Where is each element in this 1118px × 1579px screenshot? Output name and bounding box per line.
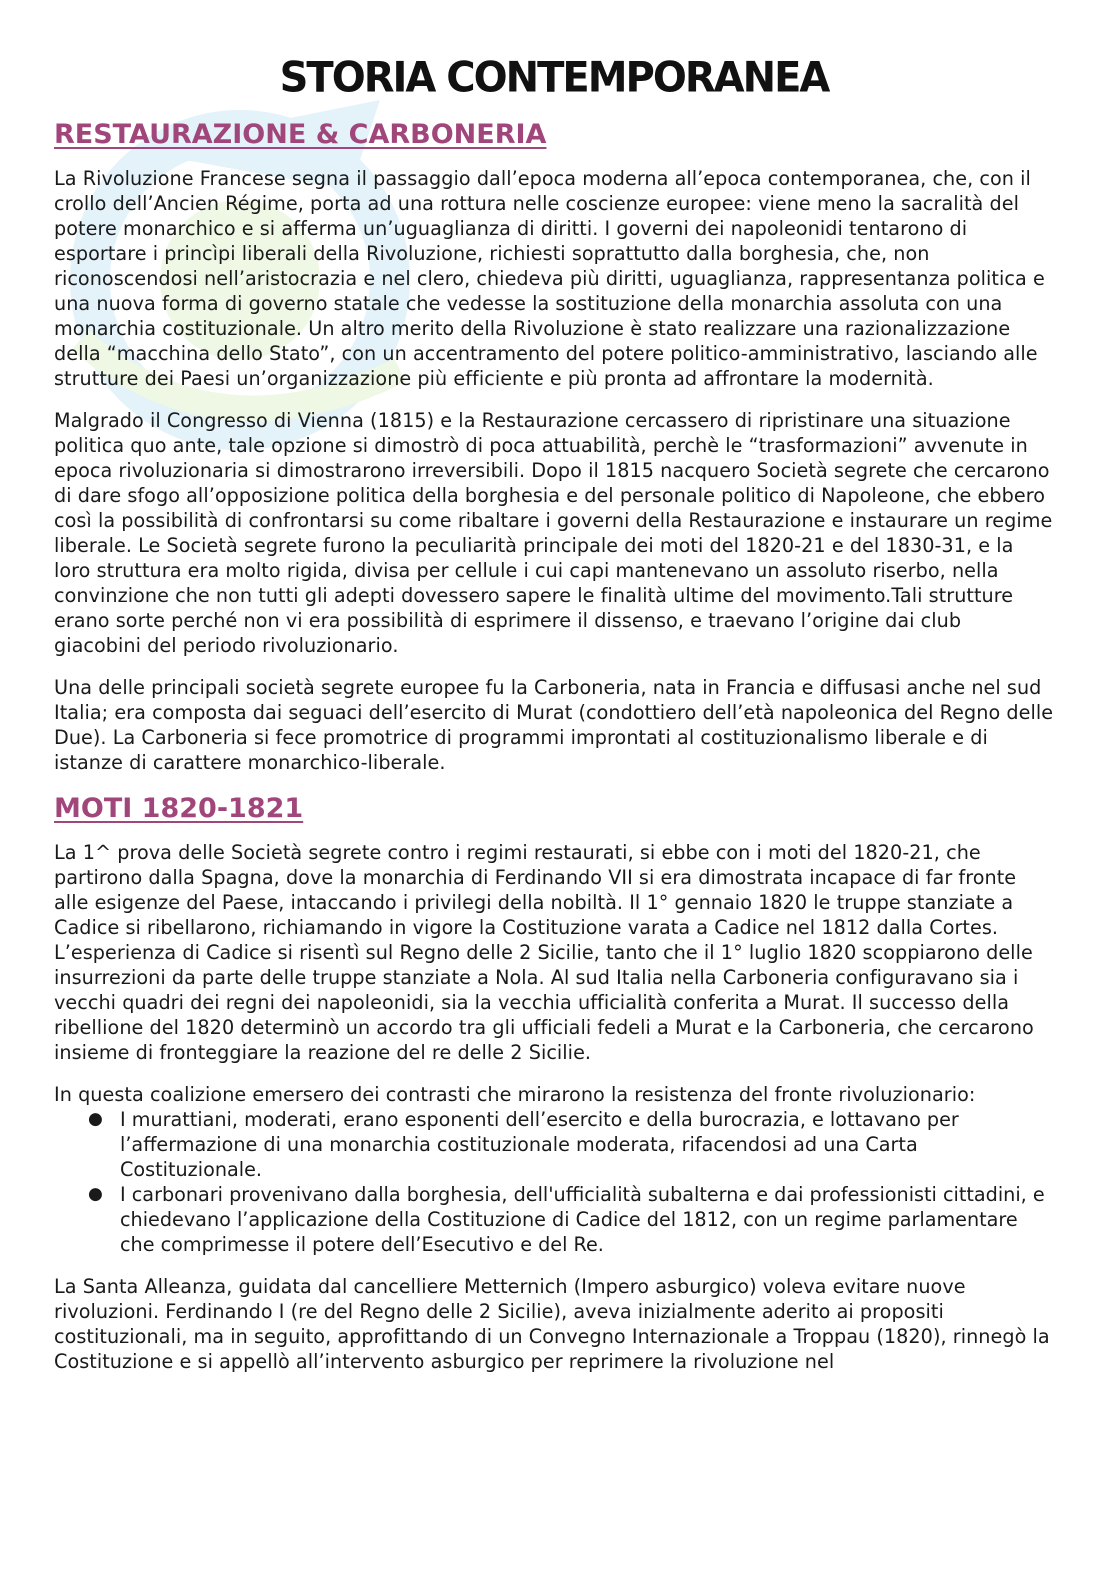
- list-item: [88, 1182, 1054, 1257]
- section-moti: [54, 792, 1054, 1374]
- paragraph: In questa coalizione emersero dei contrasti che mirarono la resistenza del fronte rivoluzionario:: [54, 1083, 976, 1106]
- list-item-text: I carbonari provenivano dalla borghesia, dell'ufficialità subalterna e dai professionisti cittadini, e chiedevano l’applicazione della Costituzione di Cadice del 1812, con un regime parlamentare che comprimesse il potere dell’Esecutivo e del Re.: [120, 1183, 1045, 1256]
- bullet-icon: ●: [88, 1184, 103, 1204]
- paragraph: La Rivoluzione Francese segna il passaggio dall’epoca moderna all’epoca contemporanea, che, con il crollo dell’Ancien Régime, porta ad una rottura nelle coscienze europee: viene meno la sacralità del potere monarchico e si afferma un’uguaglianza di diritti. I governi dei napoleonidi tentarono di esportare i princìpi liberali della Rivoluzione, richiesti soprattutto dalla borghesia, che, non riconoscendosi nell’aristocrazia e nel clero, chiedeva più diritti, uguaglianza, rappresentanza politica e una nuova forma di governo statale che vedesse la sostituzione della monarchia assoluta con una monarchia costituzionale. Un altro merito della Rivoluzione è stato realizzare una razionalizzazione della “macchina dello Stato”, con un accentramento del potere politico-amministrativo, lasciando alle strutture dei Paesi un’organizzazione più efficiente e più pronta ad affrontare la modernità.: [54, 167, 1045, 390]
- paragraph: La 1^ prova delle Società segrete contro i regimi restaurati, si ebbe con i moti del 1820-21, che partirono dalla Spagna, dove la monarchia di Ferdinando VII si era dimostrata incapace di far fronte alle esigenze del Paese, intaccando i privilegi della nobiltà. Il 1° gennaio 1820 le truppe stanziate a Cadice si ribellarono, richiamando in vigore la Costituzione varata a Cadice nel 1812 dalla Cortes. L’esperienza di Cadice si risentì sul Regno delle 2 Sicilie, tanto che il 1° luglio 1820 scoppiarono delle insurrezioni da parte delle truppe stanziate a Nola. Al sud Italia nella Carboneria configuravano sia i vecchi quadri dei regni dei napoleonidi, sia la vecchia ufficialità conferita a Murat. Il successo della ribellione del 1820 determinò un accordo tra gli ufficiali fedeli a Murat e la Carboneria, che cercarono insieme di fronteggiare la reazione del re delle 2 Sicilie.: [54, 841, 1034, 1064]
- document-title: STORIA CONTEMPORANEA: [279, 53, 829, 103]
- paragraph: La Santa Alleanza, guidata dal cancelliere Metternich (Impero asburgico) voleva evitare nuove rivoluzioni. Ferdinando I (re del Regno delle 2 Sicilie), aveva inizialmente aderito ai propositi costituzionali, ma in seguito, approfittando di un Convegno Internazionale a Troppau (1820), rinnegò la Costituzione e si appellò all’intervento asburgico per reprimere la rivoluzione nel: [54, 1275, 1050, 1373]
- bullet-icon: ●: [88, 1109, 103, 1129]
- document-page: [54, 50, 1054, 1391]
- paragraph: Una delle principali società segrete europee fu la Carboneria, nata in Francia e diffusasi anche nel sud Italia; era composta dai seguaci dell’esercito di Murat (condottiero dell’età napoleonica del Regno delle Due). La Carboneria si fece promotrice di programmi improntati al costituzionalismo liberale e di istanze di carattere monarchico-liberale.: [54, 676, 1054, 774]
- paragraph: Malgrado il Congresso di Vienna (1815) e la Restaurazione cercassero di ripristinare una situazione politica quo ante, tale opzione si dimostrò di poca attuabilità, perchè le “trasformazioni” avvenute in epoca rivoluzionaria si dimostrarono irreversibili. Dopo il 1815 nacquero Società segrete che cercarono di dare sfogo all’opposizione politica della borghesia e del personale politico di Napoleone, che ebbero così la possibilità di confrontarsi su come ribaltare i governi della Restaurazione e instaurare un regime liberale. Le Società segrete furono la peculiarità principale dei moti del 1820-21 e del 1830-31, e la loro struttura era molto rigida, divisa per cellule i cui capi mantenevano un assoluto riserbo, nella convinzione che non tutti gli adepti dovessero sapere le finalità ultime del movimento.Tali strutture erano sorte perché non vi era possibilità di esprimere il dissenso, e traevano l’origine dai club giacobini del periodo rivoluzionario.: [54, 409, 1053, 657]
- section-heading: RESTAURAZIONE & CARBONERIA: [54, 119, 547, 150]
- section-restaurazione: [54, 118, 1054, 775]
- bullet-list: [54, 1107, 1054, 1257]
- list-item: [88, 1107, 1054, 1182]
- list-item-text: I murattiani, moderati, erano esponenti dell’esercito e della burocrazia, e lottavano per l’affermazione di una monarchia costituzionale moderata, rifacendosi ad una Carta Costituzionale.: [120, 1108, 959, 1181]
- section-heading: MOTI 1820-1821: [54, 793, 304, 824]
